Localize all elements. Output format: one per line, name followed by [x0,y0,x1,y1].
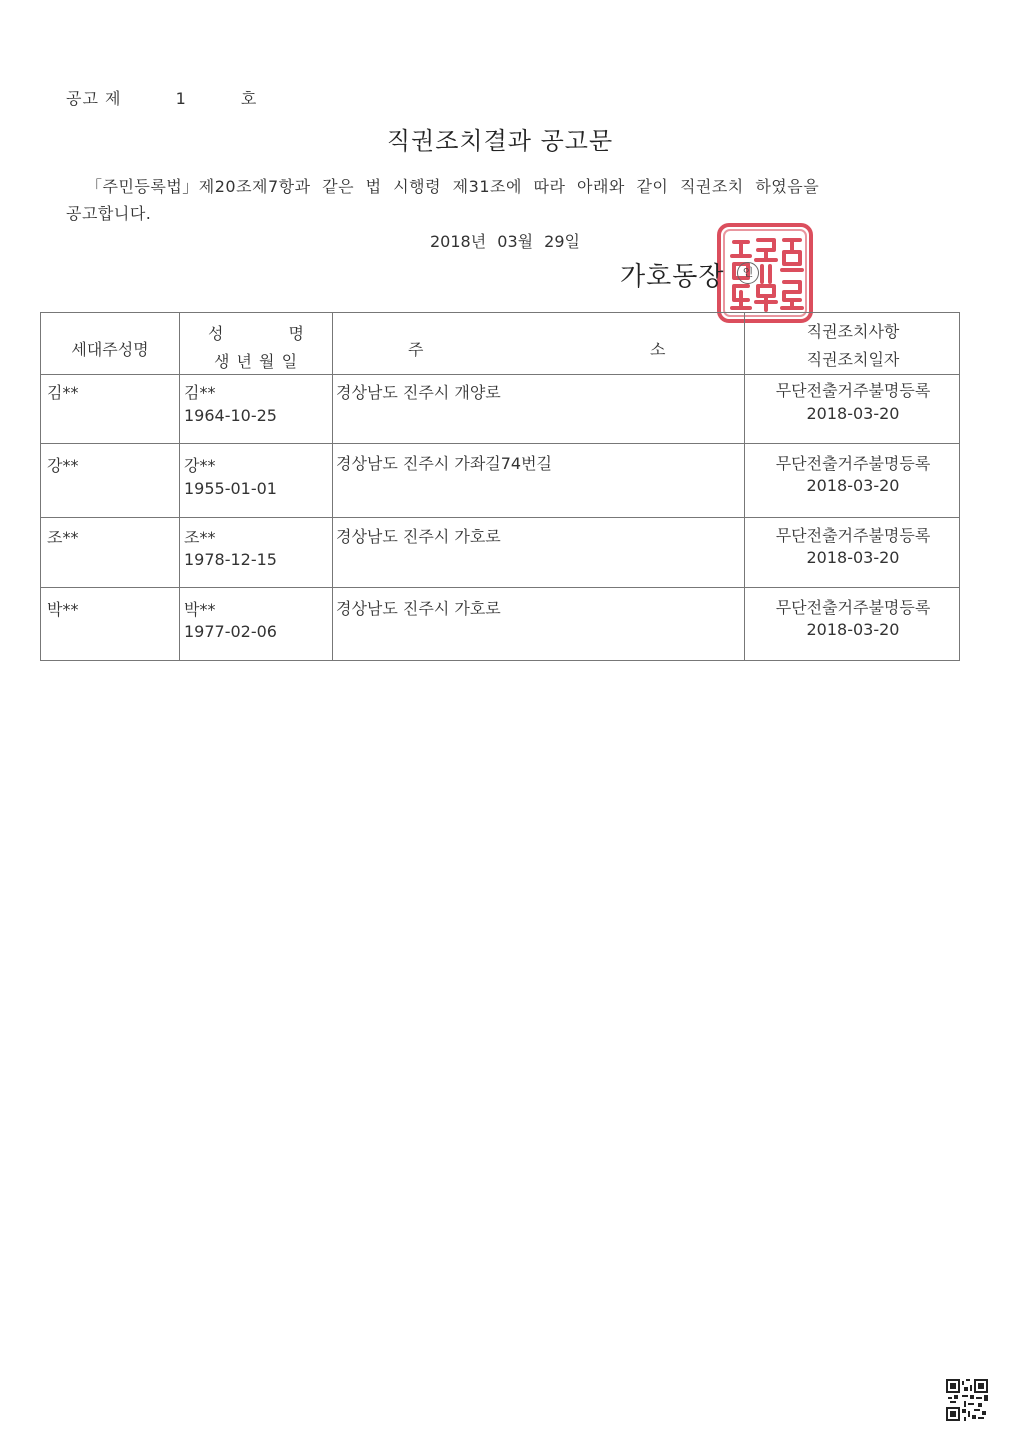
notice-number-value: 1 [175,89,187,108]
row-address: 경상남도 진주시 가호로 [336,599,501,618]
row-birthdate: 1964-10-25 [184,406,277,425]
row-divider [41,443,959,444]
row-action-date: 2018-03-20 [806,620,900,639]
header-action: 직권조치사항 [806,322,900,341]
row-birthdate: 1978-12-15 [184,550,277,569]
qr-code-icon [946,1379,988,1421]
body-line-1: 「주민등록법」제20조제7항과 같은 법 시행령 제31조에 따라 아래와 같이 직권조치 하였음을 [86,177,820,196]
row-action: 무단전출거주불명등록 [775,381,931,400]
notice-suffix: 호 [240,89,258,108]
row-name: 강** [184,456,216,475]
seal-mark: 인 [737,262,759,284]
row-action: 무단전출거주불명등록 [775,526,931,545]
row-action-date: 2018-03-20 [806,476,900,495]
row-action-date: 2018-03-20 [806,404,900,423]
body-paragraph [66,173,896,227]
row-action: 무단전출거주불명등록 [775,454,931,473]
issue-date: 2018년 03월 29일 [430,232,580,251]
row-householder: 김** [47,383,79,402]
row-divider [41,517,959,518]
action-results-table [40,312,960,661]
row-name: 조** [184,528,216,547]
row-divider [41,374,959,375]
notice-number [66,86,257,109]
row-action-date: 2018-03-20 [806,548,900,567]
header-householder: 세대주성명 [71,340,149,359]
row-birthdate: 1955-01-01 [184,479,277,498]
row-name: 김** [184,383,216,402]
notice-prefix: 공고 제 [66,89,122,108]
header-birthdate: 생 년 월 일 [213,352,299,371]
header-address-left: 주 [408,340,424,359]
row-address: 경상남도 진주시 개양로 [336,383,501,402]
issuer-title: 가호동장 [620,262,725,292]
body-line-2: 공고합니다. [66,204,152,223]
header-address-right: 소 [650,340,666,359]
row-address: 경상남도 진주시 가호로 [336,527,501,546]
row-address: 경상남도 진주시 가좌길74번길 [336,454,553,473]
row-divider [41,587,959,588]
official-seal-stamp [714,220,816,326]
document-title: 직권조치결과 공고문 [386,127,614,155]
row-action: 무단전출거주불명등록 [775,598,931,617]
header-name: 성 명 [208,324,304,343]
header-action-date: 직권조치일자 [806,350,900,369]
column-divider [332,313,333,660]
row-householder: 박** [47,600,79,619]
row-birthdate: 1977-02-06 [184,622,277,641]
row-householder: 조** [47,528,79,547]
row-householder: 강** [47,456,79,475]
row-name: 박** [184,600,216,619]
